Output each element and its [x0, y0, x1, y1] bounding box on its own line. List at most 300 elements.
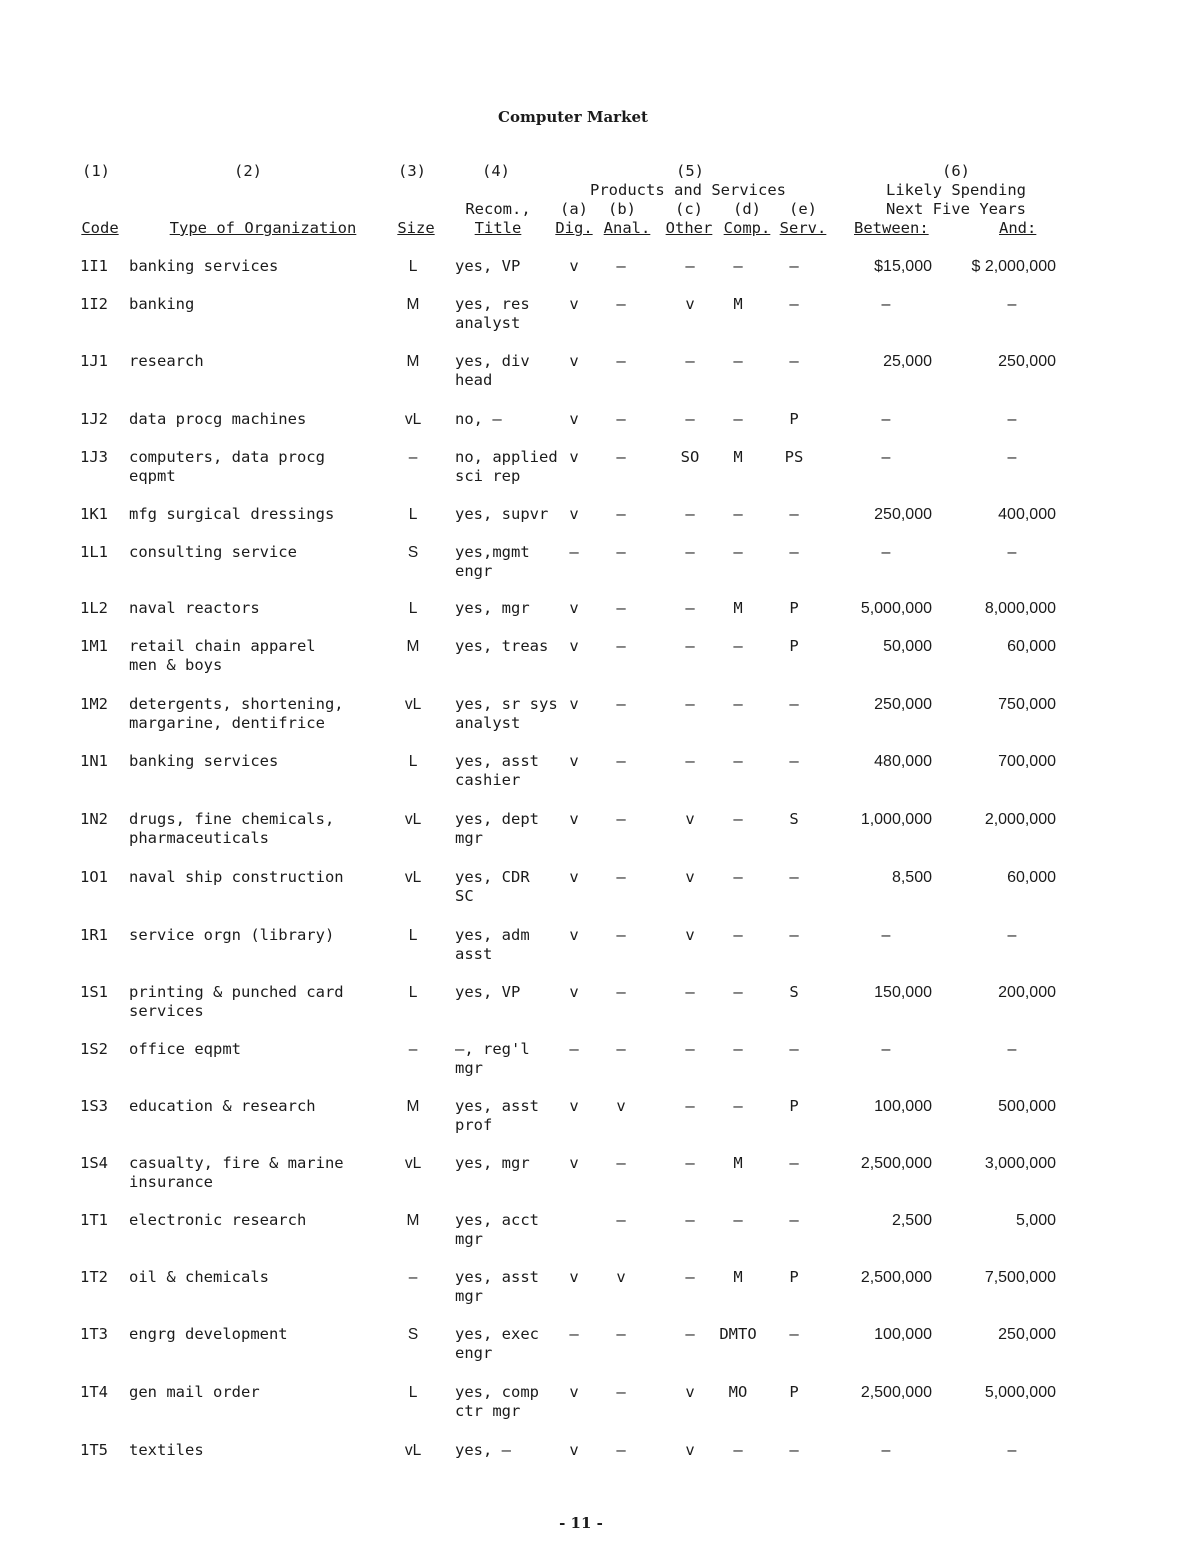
cell-c: –: [685, 1040, 695, 1058]
cell-e: –: [789, 1040, 799, 1058]
cell-between: 50,000: [883, 638, 932, 655]
cell-b: –: [616, 1325, 626, 1343]
cell-a: –: [569, 1040, 579, 1058]
col2-header: Type of Organization: [169, 219, 357, 237]
cell-title: yes, sr sys analyst: [455, 695, 558, 732]
cell-code: 1T3: [80, 1325, 108, 1343]
cell-between: 25,000: [883, 353, 932, 370]
cell-between: 2,500,000: [860, 1155, 932, 1172]
cell-org: office eqpmt: [129, 1040, 241, 1058]
cell-title: yes, asst prof: [455, 1097, 539, 1134]
cell-b: –: [616, 257, 626, 275]
cell-d: –: [733, 1040, 743, 1058]
cell-title: yes, res analyst: [455, 295, 530, 332]
cell-e: –: [789, 257, 799, 275]
cell-c: v: [685, 810, 695, 828]
cell-c: –: [685, 543, 695, 561]
cell-e: –: [789, 1441, 799, 1459]
col6-header-line1: Likely Spending: [886, 181, 1026, 199]
cell-org: printing & punched card services: [129, 983, 344, 1020]
table-row: [0, 695, 1188, 735]
cell-b: –: [616, 1441, 626, 1459]
cell-and: 60,000: [1007, 638, 1056, 655]
cell-and: 250,000: [998, 1326, 1056, 1343]
cell-b: v: [616, 1268, 626, 1286]
cell-and: –: [1007, 1041, 1017, 1058]
cell-size: L: [408, 506, 418, 523]
cell-org: electronic research: [129, 1211, 307, 1229]
col5d-header: Comp.: [723, 219, 771, 237]
cell-code: 1K1: [80, 505, 108, 523]
cell-d: M: [733, 599, 743, 617]
cell-c: –: [685, 1154, 695, 1172]
cell-c: –: [685, 752, 695, 770]
cell-c: –: [685, 695, 695, 713]
cell-code: 1S4: [80, 1154, 108, 1172]
cell-org: research: [129, 352, 204, 370]
cell-a: v: [569, 352, 579, 370]
cell-b: –: [616, 926, 626, 944]
cell-code: 1N1: [80, 752, 108, 770]
col5-header: Products and Services: [590, 181, 786, 199]
cell-e: P: [789, 1268, 799, 1286]
cell-a: v: [569, 1268, 579, 1286]
cell-e: –: [789, 543, 799, 561]
cell-d: M: [733, 1154, 743, 1172]
cell-a: v: [569, 695, 579, 713]
page-number: - 11 -: [559, 1514, 603, 1532]
col5-number: (5): [676, 162, 704, 180]
cell-a: v: [569, 448, 579, 466]
cell-c: –: [685, 637, 695, 655]
col5b-header: Anal.: [603, 219, 651, 237]
cell-org: naval reactors: [129, 599, 260, 617]
cell-d: DMTO: [719, 1325, 757, 1343]
table-row: [0, 810, 1188, 850]
cell-org: casualty, fire & marine insurance: [129, 1154, 344, 1191]
cell-code: 1R1: [80, 926, 108, 944]
cell-between: –: [881, 1041, 891, 1058]
cell-org: gen mail order: [129, 1383, 260, 1401]
table-row: [0, 637, 1188, 677]
cell-c: v: [685, 1383, 695, 1401]
cell-e: –: [789, 1325, 799, 1343]
cell-a: v: [569, 599, 579, 617]
cell-a: v: [569, 926, 579, 944]
cell-size: vL: [404, 1155, 422, 1172]
cell-size: vL: [404, 811, 422, 828]
cell-between: 2,500,000: [860, 1384, 932, 1401]
cell-c: –: [685, 410, 695, 428]
cell-and: 200,000: [998, 984, 1056, 1001]
cell-code: 1T5: [80, 1441, 108, 1459]
cell-and: 8,000,000: [984, 600, 1056, 617]
cell-e: –: [789, 926, 799, 944]
cell-and: –: [1007, 1442, 1017, 1459]
cell-a: v: [569, 1383, 579, 1401]
cell-title: yes, supvr: [455, 505, 549, 523]
cell-size: S: [407, 544, 419, 561]
table-row: [0, 1441, 1188, 1481]
cell-a: v: [569, 637, 579, 655]
cell-size: M: [406, 1098, 420, 1115]
cell-size: –: [408, 1041, 418, 1058]
cell-size: vL: [404, 696, 422, 713]
cell-e: –: [789, 295, 799, 313]
cell-size: L: [408, 1384, 418, 1401]
cell-title: yes, CDR SC: [455, 868, 530, 905]
table-row: [0, 410, 1188, 450]
cell-and: 250,000: [998, 353, 1056, 370]
cell-between: –: [881, 449, 891, 466]
cell-code: 1M2: [80, 695, 108, 713]
cell-b: –: [616, 352, 626, 370]
cell-size: L: [408, 927, 418, 944]
col6-and-header: And:: [999, 219, 1037, 237]
cell-between: 1,000,000: [860, 811, 932, 828]
cell-code: 1O1: [80, 868, 108, 886]
table-row: [0, 448, 1188, 488]
cell-b: –: [616, 1211, 626, 1229]
cell-org: banking: [129, 295, 195, 313]
cell-and: –: [1007, 449, 1017, 466]
cell-c: –: [685, 352, 695, 370]
cell-code: 1T1: [80, 1211, 108, 1229]
col6-between-header: Between:: [854, 219, 929, 237]
cell-size: L: [408, 600, 418, 617]
col5c-header: Other: [665, 219, 713, 237]
cell-title: yes, asst cashier: [455, 752, 539, 789]
cell-org: data procg machines: [129, 410, 307, 428]
cell-c: –: [685, 257, 695, 275]
cell-a: v: [569, 1154, 579, 1172]
cell-between: –: [881, 411, 891, 428]
table-row: [0, 505, 1188, 545]
cell-b: –: [616, 543, 626, 561]
col5e-letter: (e): [789, 200, 817, 218]
cell-b: –: [616, 752, 626, 770]
cell-b: –: [616, 695, 626, 713]
table-row: [0, 752, 1188, 792]
cell-code: 1T4: [80, 1383, 108, 1401]
cell-and: 700,000: [998, 753, 1056, 770]
col3-header: Size: [397, 219, 435, 237]
cell-between: –: [881, 296, 891, 313]
col2-number: (2): [234, 162, 262, 180]
cell-between: 8,500: [891, 869, 932, 886]
cell-a: v: [569, 983, 579, 1001]
cell-b: –: [616, 983, 626, 1001]
cell-size: vL: [404, 869, 422, 886]
cell-d: MO: [728, 1383, 748, 1401]
cell-c: v: [685, 295, 695, 313]
cell-d: –: [733, 410, 743, 428]
cell-org: education & research: [129, 1097, 316, 1115]
cell-org: drugs, fine chemicals, pharmaceuticals: [129, 810, 335, 847]
cell-and: 750,000: [998, 696, 1056, 713]
cell-e: P: [789, 637, 799, 655]
cell-title: yes, mgr: [455, 1154, 530, 1172]
col5a-header: Dig.: [555, 219, 593, 237]
cell-d: –: [733, 752, 743, 770]
cell-b: –: [616, 448, 626, 466]
cell-d: –: [733, 1097, 743, 1115]
col5b-letter: (b): [608, 200, 636, 218]
cell-code: 1N2: [80, 810, 108, 828]
cell-e: –: [789, 1211, 799, 1229]
cell-size: M: [406, 638, 420, 655]
col4-header-line1: Recom.,: [465, 200, 531, 218]
table-row: [0, 295, 1188, 335]
cell-e: P: [789, 1097, 799, 1115]
cell-c: –: [685, 983, 695, 1001]
cell-title: yes, VP: [455, 983, 521, 1001]
cell-d: –: [733, 868, 743, 886]
cell-b: –: [616, 868, 626, 886]
cell-a: v: [569, 295, 579, 313]
cell-code: 1S1: [80, 983, 108, 1001]
col5e-header: Serv.: [779, 219, 827, 237]
cell-code: 1M1: [80, 637, 108, 655]
col1-header: Code: [81, 219, 119, 237]
cell-d: –: [733, 695, 743, 713]
table-row: [0, 1211, 1188, 1251]
cell-title: yes, treas: [455, 637, 549, 655]
cell-d: –: [733, 543, 743, 561]
cell-between: –: [881, 927, 891, 944]
cell-a: v: [569, 752, 579, 770]
cell-d: –: [733, 1211, 743, 1229]
table-row: [0, 1154, 1188, 1194]
cell-size: –: [408, 1269, 418, 1286]
cell-org: service orgn (library): [129, 926, 335, 944]
cell-b: v: [616, 1097, 626, 1115]
col5a-letter: (a): [560, 200, 588, 218]
cell-org: naval ship construction: [129, 868, 344, 886]
cell-code: 1L1: [80, 543, 108, 561]
cell-title: yes, mgr: [455, 599, 530, 617]
cell-size: M: [406, 296, 420, 313]
cell-title: yes, VP: [455, 257, 521, 275]
cell-and: 7,500,000: [984, 1269, 1056, 1286]
cell-code: 1J1: [80, 352, 108, 370]
col5d-letter: (d): [733, 200, 761, 218]
cell-size: L: [408, 258, 418, 275]
col5c-letter: (c): [675, 200, 703, 218]
cell-e: P: [789, 599, 799, 617]
cell-b: –: [616, 637, 626, 655]
cell-and: –: [1007, 411, 1017, 428]
cell-and: 5,000,000: [984, 1384, 1056, 1401]
cell-size: L: [408, 753, 418, 770]
col6-header-line2: Next Five Years: [886, 200, 1026, 218]
cell-e: P: [789, 1383, 799, 1401]
cell-a: v: [569, 1441, 579, 1459]
cell-e: –: [789, 352, 799, 370]
cell-b: –: [616, 1154, 626, 1172]
cell-size: M: [406, 353, 420, 370]
cell-d: M: [733, 1268, 743, 1286]
cell-e: PS: [784, 448, 804, 466]
cell-org: computers, data procg eqpmt: [129, 448, 325, 485]
cell-title: yes, asst mgr: [455, 1268, 539, 1305]
col1-number: (1): [82, 162, 110, 180]
cell-between: –: [881, 544, 891, 561]
cell-b: –: [616, 599, 626, 617]
cell-title: yes, comp ctr mgr: [455, 1383, 539, 1420]
cell-code: 1J2: [80, 410, 108, 428]
cell-e: S: [789, 810, 799, 828]
col4-header: Title: [474, 219, 522, 237]
cell-e: –: [789, 752, 799, 770]
cell-title: yes, adm asst: [455, 926, 530, 963]
cell-between: 100,000: [874, 1326, 932, 1343]
cell-d: –: [733, 926, 743, 944]
cell-d: –: [733, 637, 743, 655]
cell-b: –: [616, 810, 626, 828]
cell-and: 5,000: [1015, 1212, 1056, 1229]
cell-e: –: [789, 695, 799, 713]
cell-d: –: [733, 505, 743, 523]
cell-org: engrg development: [129, 1325, 288, 1343]
table-row: [0, 926, 1188, 966]
cell-b: –: [616, 410, 626, 428]
cell-title: yes, dept mgr: [455, 810, 539, 847]
cell-c: –: [685, 1211, 695, 1229]
cell-a: v: [569, 257, 579, 275]
cell-and: 60,000: [1007, 869, 1056, 886]
cell-title: yes, div head: [455, 352, 530, 389]
cell-a: v: [569, 1097, 579, 1115]
table-row: [0, 599, 1188, 639]
cell-and: 400,000: [998, 506, 1056, 523]
cell-size: vL: [404, 411, 422, 428]
cell-org: detergents, shortening, margarine, dentifrice: [129, 695, 344, 732]
cell-and: $ 2,000,000: [971, 258, 1056, 275]
cell-between: 5,000,000: [860, 600, 932, 617]
cell-d: M: [733, 448, 743, 466]
cell-code: 1T2: [80, 1268, 108, 1286]
cell-and: –: [1007, 927, 1017, 944]
col4-number: (4): [482, 162, 510, 180]
table-row: [0, 1325, 1188, 1365]
cell-between: 2,500,000: [860, 1269, 932, 1286]
cell-code: 1S3: [80, 1097, 108, 1115]
cell-org: oil & chemicals: [129, 1268, 269, 1286]
col3-number: (3): [398, 162, 426, 180]
cell-between: –: [881, 1442, 891, 1459]
cell-size: –: [408, 449, 418, 466]
cell-and: –: [1007, 296, 1017, 313]
cell-e: –: [789, 1154, 799, 1172]
cell-a: v: [569, 810, 579, 828]
cell-a: –: [569, 1325, 579, 1343]
cell-org: consulting service: [129, 543, 297, 561]
cell-e: –: [789, 868, 799, 886]
table-row: [0, 1097, 1188, 1137]
cell-title: yes, –: [455, 1441, 511, 1459]
cell-size: L: [408, 984, 418, 1001]
cell-between: 250,000: [874, 696, 932, 713]
cell-title: no, applied sci rep: [455, 448, 558, 485]
cell-between: $15,000: [874, 258, 932, 275]
cell-d: –: [733, 810, 743, 828]
cell-e: P: [789, 410, 799, 428]
table-row: [0, 983, 1188, 1023]
cell-c: –: [685, 599, 695, 617]
cell-d: –: [733, 983, 743, 1001]
cell-code: 1L2: [80, 599, 108, 617]
cell-b: –: [616, 505, 626, 523]
cell-a: v: [569, 410, 579, 428]
cell-c: –: [685, 1097, 695, 1115]
cell-b: –: [616, 1040, 626, 1058]
cell-d: –: [733, 1441, 743, 1459]
cell-d: –: [733, 257, 743, 275]
cell-title: –, reg'l mgr: [455, 1040, 530, 1077]
cell-c: SO: [680, 448, 700, 466]
cell-between: 2,500: [891, 1212, 932, 1229]
table-row: [0, 868, 1188, 908]
cell-code: 1S2: [80, 1040, 108, 1058]
cell-a: v: [569, 505, 579, 523]
cell-c: –: [685, 505, 695, 523]
table-row: [0, 1383, 1188, 1423]
cell-org: retail chain apparel men & boys: [129, 637, 316, 674]
cell-a: –: [569, 543, 579, 561]
cell-c: v: [685, 1441, 695, 1459]
cell-between: 480,000: [874, 753, 932, 770]
cell-and: 500,000: [998, 1098, 1056, 1115]
table-row: [0, 1268, 1188, 1308]
col6-number: (6): [942, 162, 970, 180]
page-title: Computer Market: [498, 108, 648, 126]
table-row: [0, 1040, 1188, 1080]
cell-d: M: [733, 295, 743, 313]
cell-b: –: [616, 1383, 626, 1401]
cell-and: –: [1007, 544, 1017, 561]
cell-code: 1J3: [80, 448, 108, 466]
cell-c: –: [685, 1325, 695, 1343]
cell-code: 1I2: [80, 295, 108, 313]
cell-size: vL: [404, 1442, 422, 1459]
cell-e: S: [789, 983, 799, 1001]
cell-size: S: [407, 1326, 419, 1343]
cell-d: –: [733, 352, 743, 370]
cell-org: banking services: [129, 257, 279, 275]
cell-a: v: [569, 868, 579, 886]
cell-title: yes,mgmt engr: [455, 543, 530, 580]
table-row: [0, 257, 1188, 297]
cell-org: mfg surgical dressings: [129, 505, 335, 523]
cell-title: yes, exec engr: [455, 1325, 539, 1362]
cell-e: –: [789, 505, 799, 523]
cell-between: 250,000: [874, 506, 932, 523]
cell-between: 100,000: [874, 1098, 932, 1115]
cell-size: M: [406, 1212, 420, 1229]
cell-c: –: [685, 1268, 695, 1286]
cell-org: textiles: [129, 1441, 204, 1459]
cell-org: banking services: [129, 752, 279, 770]
cell-between: 150,000: [874, 984, 932, 1001]
cell-c: v: [685, 868, 695, 886]
cell-title: no, –: [455, 410, 502, 428]
cell-title: yes, acct mgr: [455, 1211, 539, 1248]
table-row: [0, 543, 1188, 583]
cell-c: v: [685, 926, 695, 944]
cell-and: 2,000,000: [984, 811, 1056, 828]
cell-code: 1I1: [80, 257, 108, 275]
